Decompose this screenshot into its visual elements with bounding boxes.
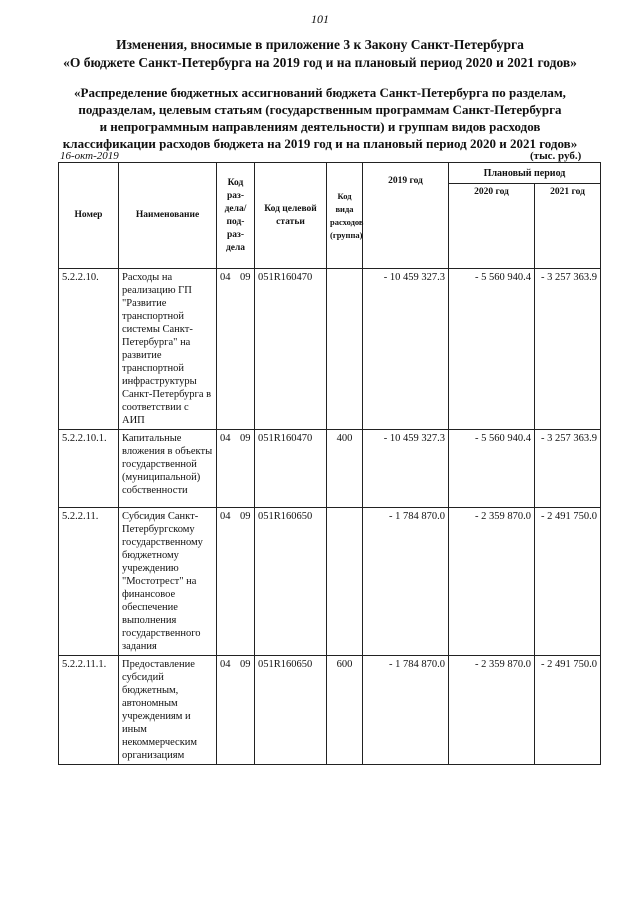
budget-table <box>58 162 601 765</box>
row-name: Предоставление субсидий бюджетным, автономным учреждениям и иным некоммерческим организациям <box>119 656 217 765</box>
header-2019: 2019 год <box>363 163 449 269</box>
table-row <box>59 430 601 508</box>
row-section <box>217 656 255 765</box>
page-number: 101 <box>311 12 329 26</box>
row-value-2020: - 5 560 940.4 <box>449 269 535 430</box>
header-kind: Код вида расходов (группа) <box>327 163 363 269</box>
row-section-code: 04 <box>220 433 231 444</box>
title-line-1: Изменения, вносимые в приложение 3 к Закону Санкт-Петербурга <box>116 37 524 52</box>
row-target: 051R160650 <box>255 656 327 765</box>
header-2020: 2020 год <box>449 184 535 269</box>
row-value-2019: - 1 784 870.0 <box>363 508 449 656</box>
row-value-2021: - 3 257 363.9 <box>535 269 601 430</box>
row-subsection-code: 09 <box>240 511 251 522</box>
row-value-2020: - 2 359 870.0 <box>449 508 535 656</box>
document-title <box>40 36 600 72</box>
header-plan-period: Плановый период <box>449 163 601 184</box>
row-value-2020: - 2 359 870.0 <box>449 656 535 765</box>
row-kind <box>327 269 363 430</box>
row-value-2021: - 2 491 750.0 <box>535 508 601 656</box>
title-line-2: «О бюджете Санкт-Петербурга на 2019 год и на плановый период 2020 и 2021 годов» <box>63 55 577 70</box>
row-section <box>217 430 255 508</box>
row-value-2021: - 2 491 750.0 <box>535 656 601 765</box>
row-number: 5.2.2.10. <box>59 269 119 430</box>
row-number: 5.2.2.10.1. <box>59 430 119 508</box>
row-name: Капитальные вложения в объекты государственной (муниципальной) собственности <box>119 430 217 508</box>
row-value-2021: - 3 257 363.9 <box>535 430 601 508</box>
header-number: Номер <box>59 163 119 269</box>
row-subsection-code: 09 <box>240 272 251 283</box>
header-section: Код раз- дела/ под- раз- дела <box>217 163 255 269</box>
row-section-code: 04 <box>220 272 231 283</box>
row-name: Расходы на реализацию ГП "Развитие транспортной системы Санкт-Петербурга" на развитие транспортной инфраструктуры Санкт-Петербурга в соответствии с АИП <box>119 269 217 430</box>
row-number: 5.2.2.11. <box>59 508 119 656</box>
row-kind: 600 <box>327 656 363 765</box>
header-name: Наименование <box>119 163 217 269</box>
row-kind <box>327 508 363 656</box>
row-number: 5.2.2.11.1. <box>59 656 119 765</box>
subtitle-line-1: «Распределение бюджетных ассигнований бюджета Санкт-Петербурга по разделам, <box>74 85 566 100</box>
document-subtitle <box>40 84 600 152</box>
row-subsection-code: 09 <box>240 659 251 670</box>
row-value-2019: - 1 784 870.0 <box>363 656 449 765</box>
row-target: 051R160470 <box>255 269 327 430</box>
subtitle-line-4: классификации расходов бюджета на 2019 год и на плановый период 2020 и 2021 годов» <box>62 136 578 151</box>
row-subsection-code: 09 <box>240 433 251 444</box>
header-target: Код целевой статьи <box>255 163 327 269</box>
row-target: 051R160650 <box>255 508 327 656</box>
row-target: 051R160470 <box>255 430 327 508</box>
units-label: (тыс. руб.) <box>530 150 582 162</box>
subtitle-line-2: подразделам, целевым статьям (государственным программам Санкт-Петербурга <box>78 102 562 117</box>
row-name: Субсидия Санкт-Петербургскому государственному бюджетному учреждению "Мостотрест" на финансовое обеспечение выполнения государственного задания <box>119 508 217 656</box>
header-2021: 2021 год <box>535 184 601 269</box>
row-value-2019: - 10 459 327.3 <box>363 430 449 508</box>
row-value-2019: - 10 459 327.3 <box>363 269 449 430</box>
subtitle-line-3: и непрограммным направлениям деятельности) и группам видов расходов <box>99 119 541 134</box>
table-row <box>59 656 601 765</box>
row-section-code: 04 <box>220 659 231 670</box>
document-date: 16-окт-2019 <box>60 150 119 162</box>
row-kind: 400 <box>327 430 363 508</box>
row-section <box>217 269 255 430</box>
row-section-code: 04 <box>220 511 231 522</box>
row-section <box>217 508 255 656</box>
row-value-2020: - 5 560 940.4 <box>449 430 535 508</box>
table-row <box>59 269 601 430</box>
table-row <box>59 508 601 656</box>
